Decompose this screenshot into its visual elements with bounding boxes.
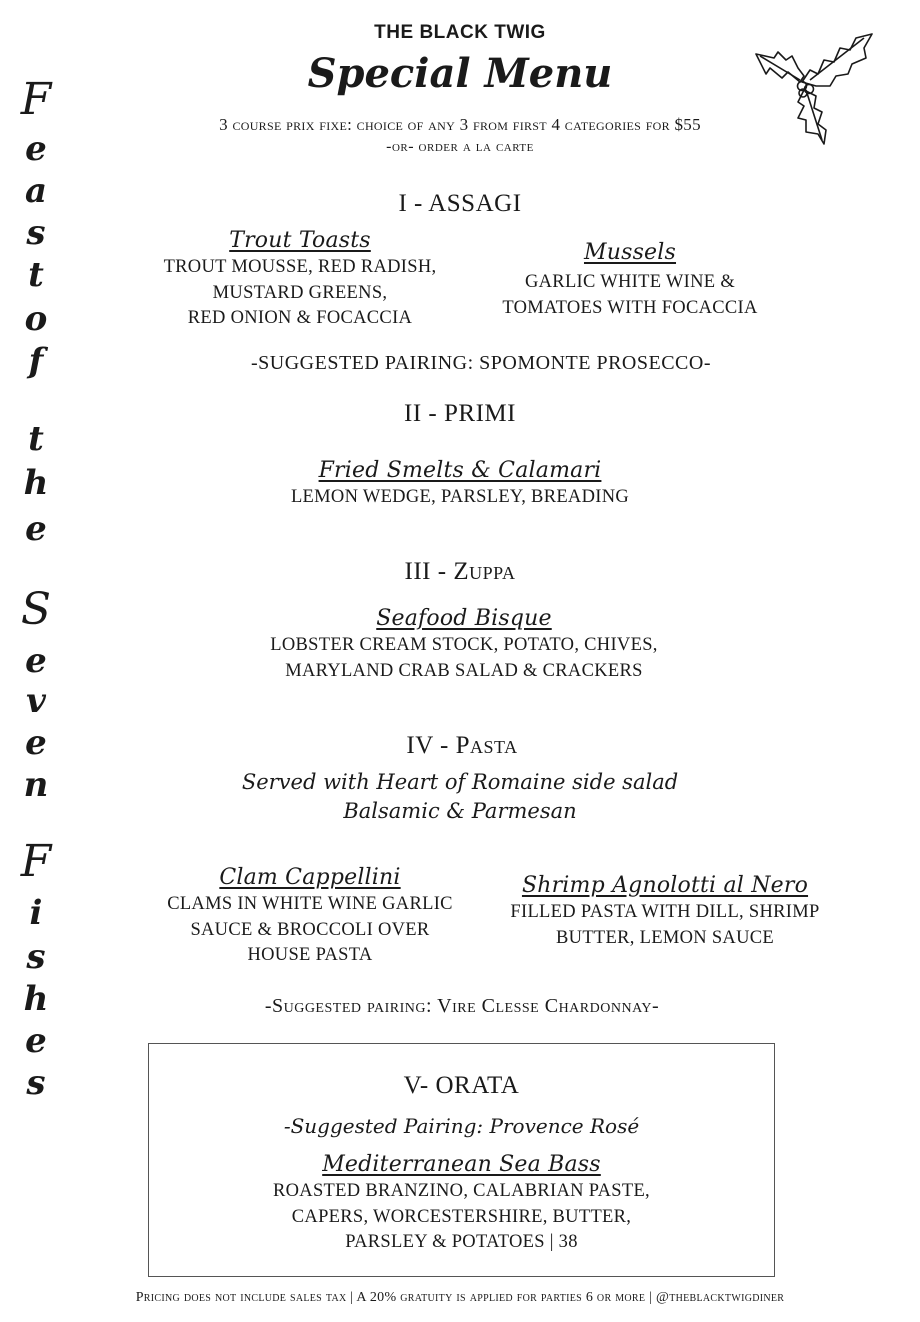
side-title-letter: v	[26, 681, 46, 721]
side-title-letter: i	[29, 893, 43, 933]
section-heading-pasta: IV - Pasta	[406, 732, 518, 759]
footer-note: Pricing does not include sales tax | A 20% gratuity is applied for parties 6 or more | @theblacktwigdiner	[135, 1290, 785, 1305]
side-title-letter: o	[24, 299, 48, 339]
section-heading-zuppa: III - Zuppa	[404, 558, 516, 585]
dish-shrimp-agnolotti	[490, 873, 840, 951]
side-title-letter: S	[20, 584, 52, 635]
dish-clam-cappellini	[145, 865, 475, 969]
dish-seafood-bisque	[0, 606, 920, 684]
side-title-letter: s	[26, 937, 46, 977]
dish-description: LEMON WEDGE, PARSLEY, BREADING	[290, 487, 630, 507]
dish-description: GARLIC WHITE WINE & TOMATOES WITH FOCACCIA	[502, 272, 758, 318]
dish-description: FILLED PASTA WITH DILL, SHRIMP BUTTER, LEMON SAUCE	[510, 902, 820, 948]
side-title-letter: F	[20, 836, 52, 887]
dish-title: Trout Toasts	[229, 228, 371, 253]
side-title-letter: h	[23, 979, 49, 1019]
side-title-letter: e	[25, 1021, 47, 1061]
side-title-letter: a	[24, 171, 48, 211]
orata-box	[148, 1043, 775, 1277]
dish-title: Mediterranean Sea Bass	[322, 1152, 601, 1177]
dish-description: CLAMS IN WHITE WINE GARLIC SAUCE & BROCCOLI OVER HOUSE PASTA	[167, 894, 453, 965]
dish-fried-smelts-calamari	[0, 458, 920, 511]
section-heading-assagi: I - ASSAGI	[398, 190, 522, 217]
dish-title: Seafood Bisque	[376, 606, 552, 631]
side-title-letter: h	[23, 463, 49, 503]
side-title-letter: t	[28, 419, 44, 459]
side-title-letter: f	[28, 341, 44, 381]
section-heading-primi: II - PRIMI	[404, 400, 516, 427]
dish-title: Shrimp Agnolotti al Nero	[521, 873, 809, 898]
a-la-carte-note: -or- order a la carte	[386, 138, 534, 155]
section-heading-orata: V- ORATA	[403, 1072, 520, 1099]
side-title-letter: n	[23, 765, 49, 805]
pairing-pasta: -Suggested pairing: Vire Clesse Chardonnay-	[264, 995, 660, 1017]
pairing-assagi: -SUGGESTED PAIRING: SPOMONTE PROSECCO-	[251, 352, 711, 374]
dish-title: Mussels	[583, 240, 677, 265]
restaurant-name: THE BLACK TWIG	[374, 22, 546, 43]
dish-mussels	[470, 240, 790, 321]
side-title-letter: t	[28, 255, 44, 295]
side-title-letter: s	[26, 213, 46, 253]
side-title-letter: e	[25, 641, 47, 681]
dish-description: ROASTED BRANZINO, CALABRIAN PASTE, CAPERS, WORCESTERSHIRE, BUTTER, PARSLEY & POTATOES | 38	[273, 1181, 650, 1252]
page-title: Special Menu	[307, 50, 613, 97]
dish-title: Fried Smelts & Calamari	[318, 458, 602, 483]
dish-mediterranean-sea-bass	[149, 1152, 774, 1256]
side-title-letter: F	[20, 74, 52, 125]
dish-trout-toasts	[140, 228, 460, 332]
side-title-letter: e	[25, 509, 47, 549]
pairing-orata: -Suggested Pairing: Provence Rosé	[283, 1114, 640, 1138]
side-title-letter: e	[25, 129, 47, 169]
pasta-side-note: Served with Heart of Romaine side salad Balsamic & Parmesan	[241, 770, 679, 823]
side-title-letter: s	[26, 1063, 46, 1103]
holly-icon	[752, 30, 880, 150]
dish-title: Clam Cappellini	[219, 865, 401, 890]
side-title-letter: e	[25, 723, 47, 763]
dish-description: LOBSTER CREAM STOCK, POTATO, CHIVES, MARYLAND CRAB SALAD & CRACKERS	[270, 635, 658, 681]
prix-fixe-note: 3 course prix fixe: choice of any 3 from first 4 categories for $55	[219, 115, 701, 134]
dish-description: TROUT MOUSSE, RED RADISH, MUSTARD GREENS, RED ONION & FOCACCIA	[163, 257, 437, 328]
